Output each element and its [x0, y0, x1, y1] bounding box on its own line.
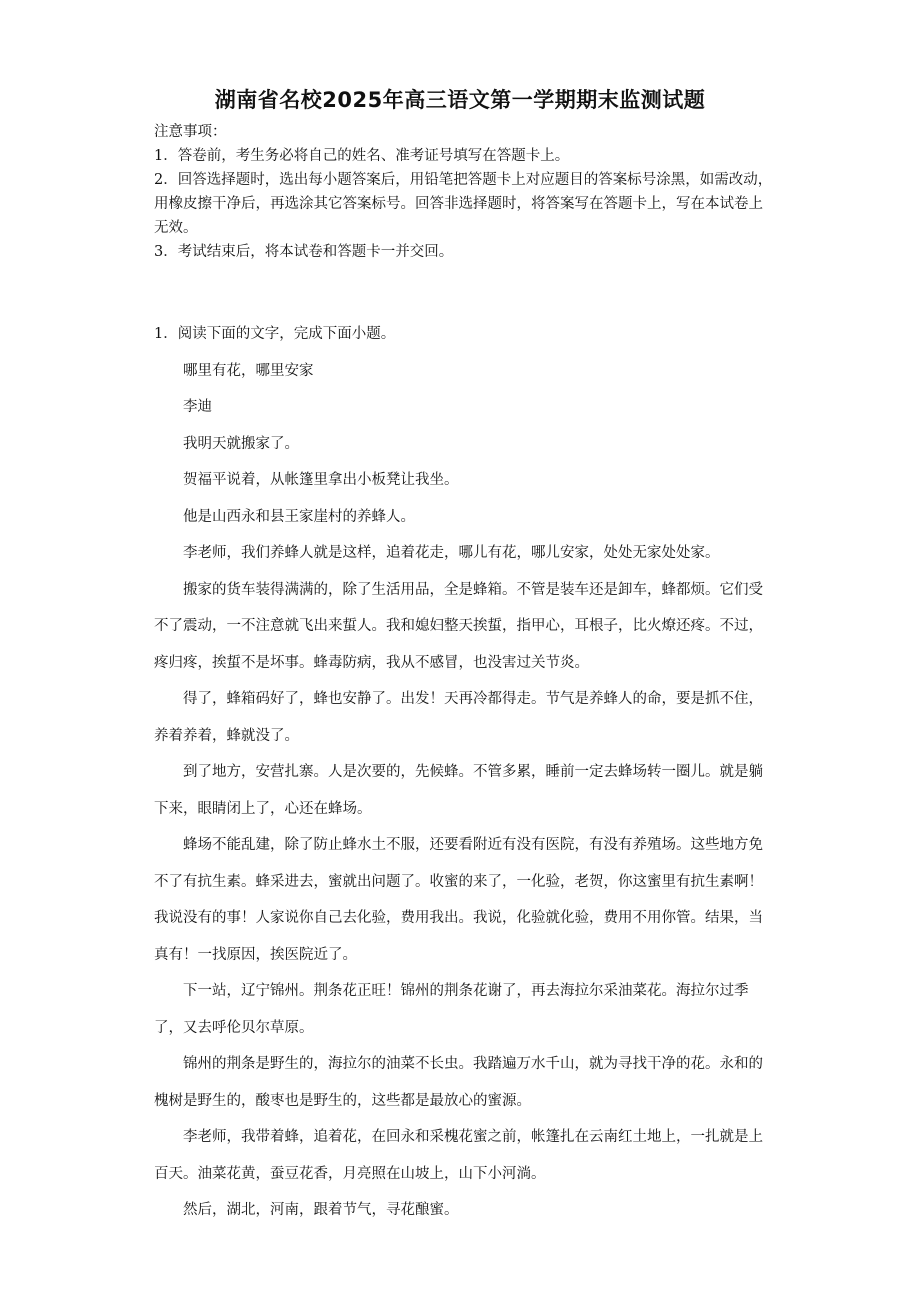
- notes-section: [154, 120, 774, 264]
- passage-paragraph: 锦州的荆条是野生的，海拉尔的油菜不长虫。我踏遍万水千山，就为寻找干净的花。永和的槐树是野生的，酸枣也是野生的，这些都是最放心的蜜源。: [154, 1056, 763, 1109]
- passage-paragraph: 然后，湖北，河南，跟着节气，寻花酿蜜。: [183, 1202, 459, 1218]
- passage-author: 李迪: [183, 399, 212, 415]
- question-1: [154, 316, 768, 1229]
- passage-paragraph: 得了，蜂箱码好了，蜂也安静了。出发！天再冷都得走。节气是养蜂人的命，要是抓不住，养着养着，蜂就没了。: [154, 691, 763, 744]
- passage-paragraph: 我明天就搬家了。: [183, 435, 299, 452]
- passage-paragraph: 他是山西永和县王家崖村的养蜂人。: [183, 508, 415, 525]
- passage-paragraph: 搬家的货车装得满满的，除了生活用品，全是蜂箱。不管是装车还是卸车，蜂都烦。它们受不了震动，一不注意就飞出来蜇人。我和媳妇整天挨蜇，指甲心，耳根子，比火燎还疼。不过，疼归疼，挨蜇不是坏事。蜂毒防病，我从不感冒，也没害过关节炎。: [154, 581, 763, 671]
- notes-heading: 注意事项：: [154, 124, 227, 140]
- passage-paragraph: 蜂场不能乱建，除了防止蜂水土不服，还要看附近有没有医院，有没有养殖场。这些地方免不了有抗生素。蜂采进去，蜜就出问题了。收蜜的来了，一化验，老贺，你这蜜里有抗生素啊！我说没有的事！人家说你自己去化验，费用我出。我说，化验就化验，费用不用你管。结果，当真有！一找原因，挨医院近了。: [154, 837, 763, 963]
- passage-paragraph: 李老师，我带着蜂，追着花，在回永和采槐花蜜之前，帐篷扎在云南红土地上，一扎就是上百天。油菜花黄，蚕豆花香，月亮照在山坡上，山下小河淌。: [154, 1129, 763, 1182]
- passage-paragraph: 到了地方，安营扎寨。人是次要的，先候蜂。不管多累，睡前一定去蜂场转一圈儿。就是躺下来，眼睛闭上了，心还在蜂场。: [154, 764, 763, 817]
- question-prompt: 1．阅读下面的文字，完成下面小题。: [154, 326, 396, 342]
- passage-title: 哪里有花，哪里安家: [183, 362, 314, 379]
- passage-paragraph: 下一站，辽宁锦州。荆条花正旺！锦州的荆条花谢了，再去海拉尔采油菜花。海拉尔过季了，又去呼伦贝尔草原。: [154, 983, 749, 1036]
- passage-paragraph: 贺福平说着，从帐篷里拿出小板凳让我坐。: [183, 472, 459, 488]
- notes-item: 2．回答选择题时，选出每小题答案后，用铅笔把答题卡上对应题目的答案标号涂黑，如需改动，用橡皮擦干净后，再选涂其它答案标号。回答非选择题时，将答案写在答题卡上，写在本试卷上无效。: [154, 172, 773, 236]
- passage-paragraph: 李老师，我们养蜂人就是这样，追着花走，哪儿有花，哪儿安家，处处无家处处家。: [183, 545, 720, 561]
- notes-item: 1．答卷前，考生务必将自己的姓名、准考证号填写在答题卡上。: [154, 148, 570, 164]
- exam-title: 湖南省名校2025年高三语文第一学期期末监测试题: [214, 88, 706, 112]
- notes-item: 3．考试结束后，将本试卷和答题卡一并交回。: [154, 244, 454, 260]
